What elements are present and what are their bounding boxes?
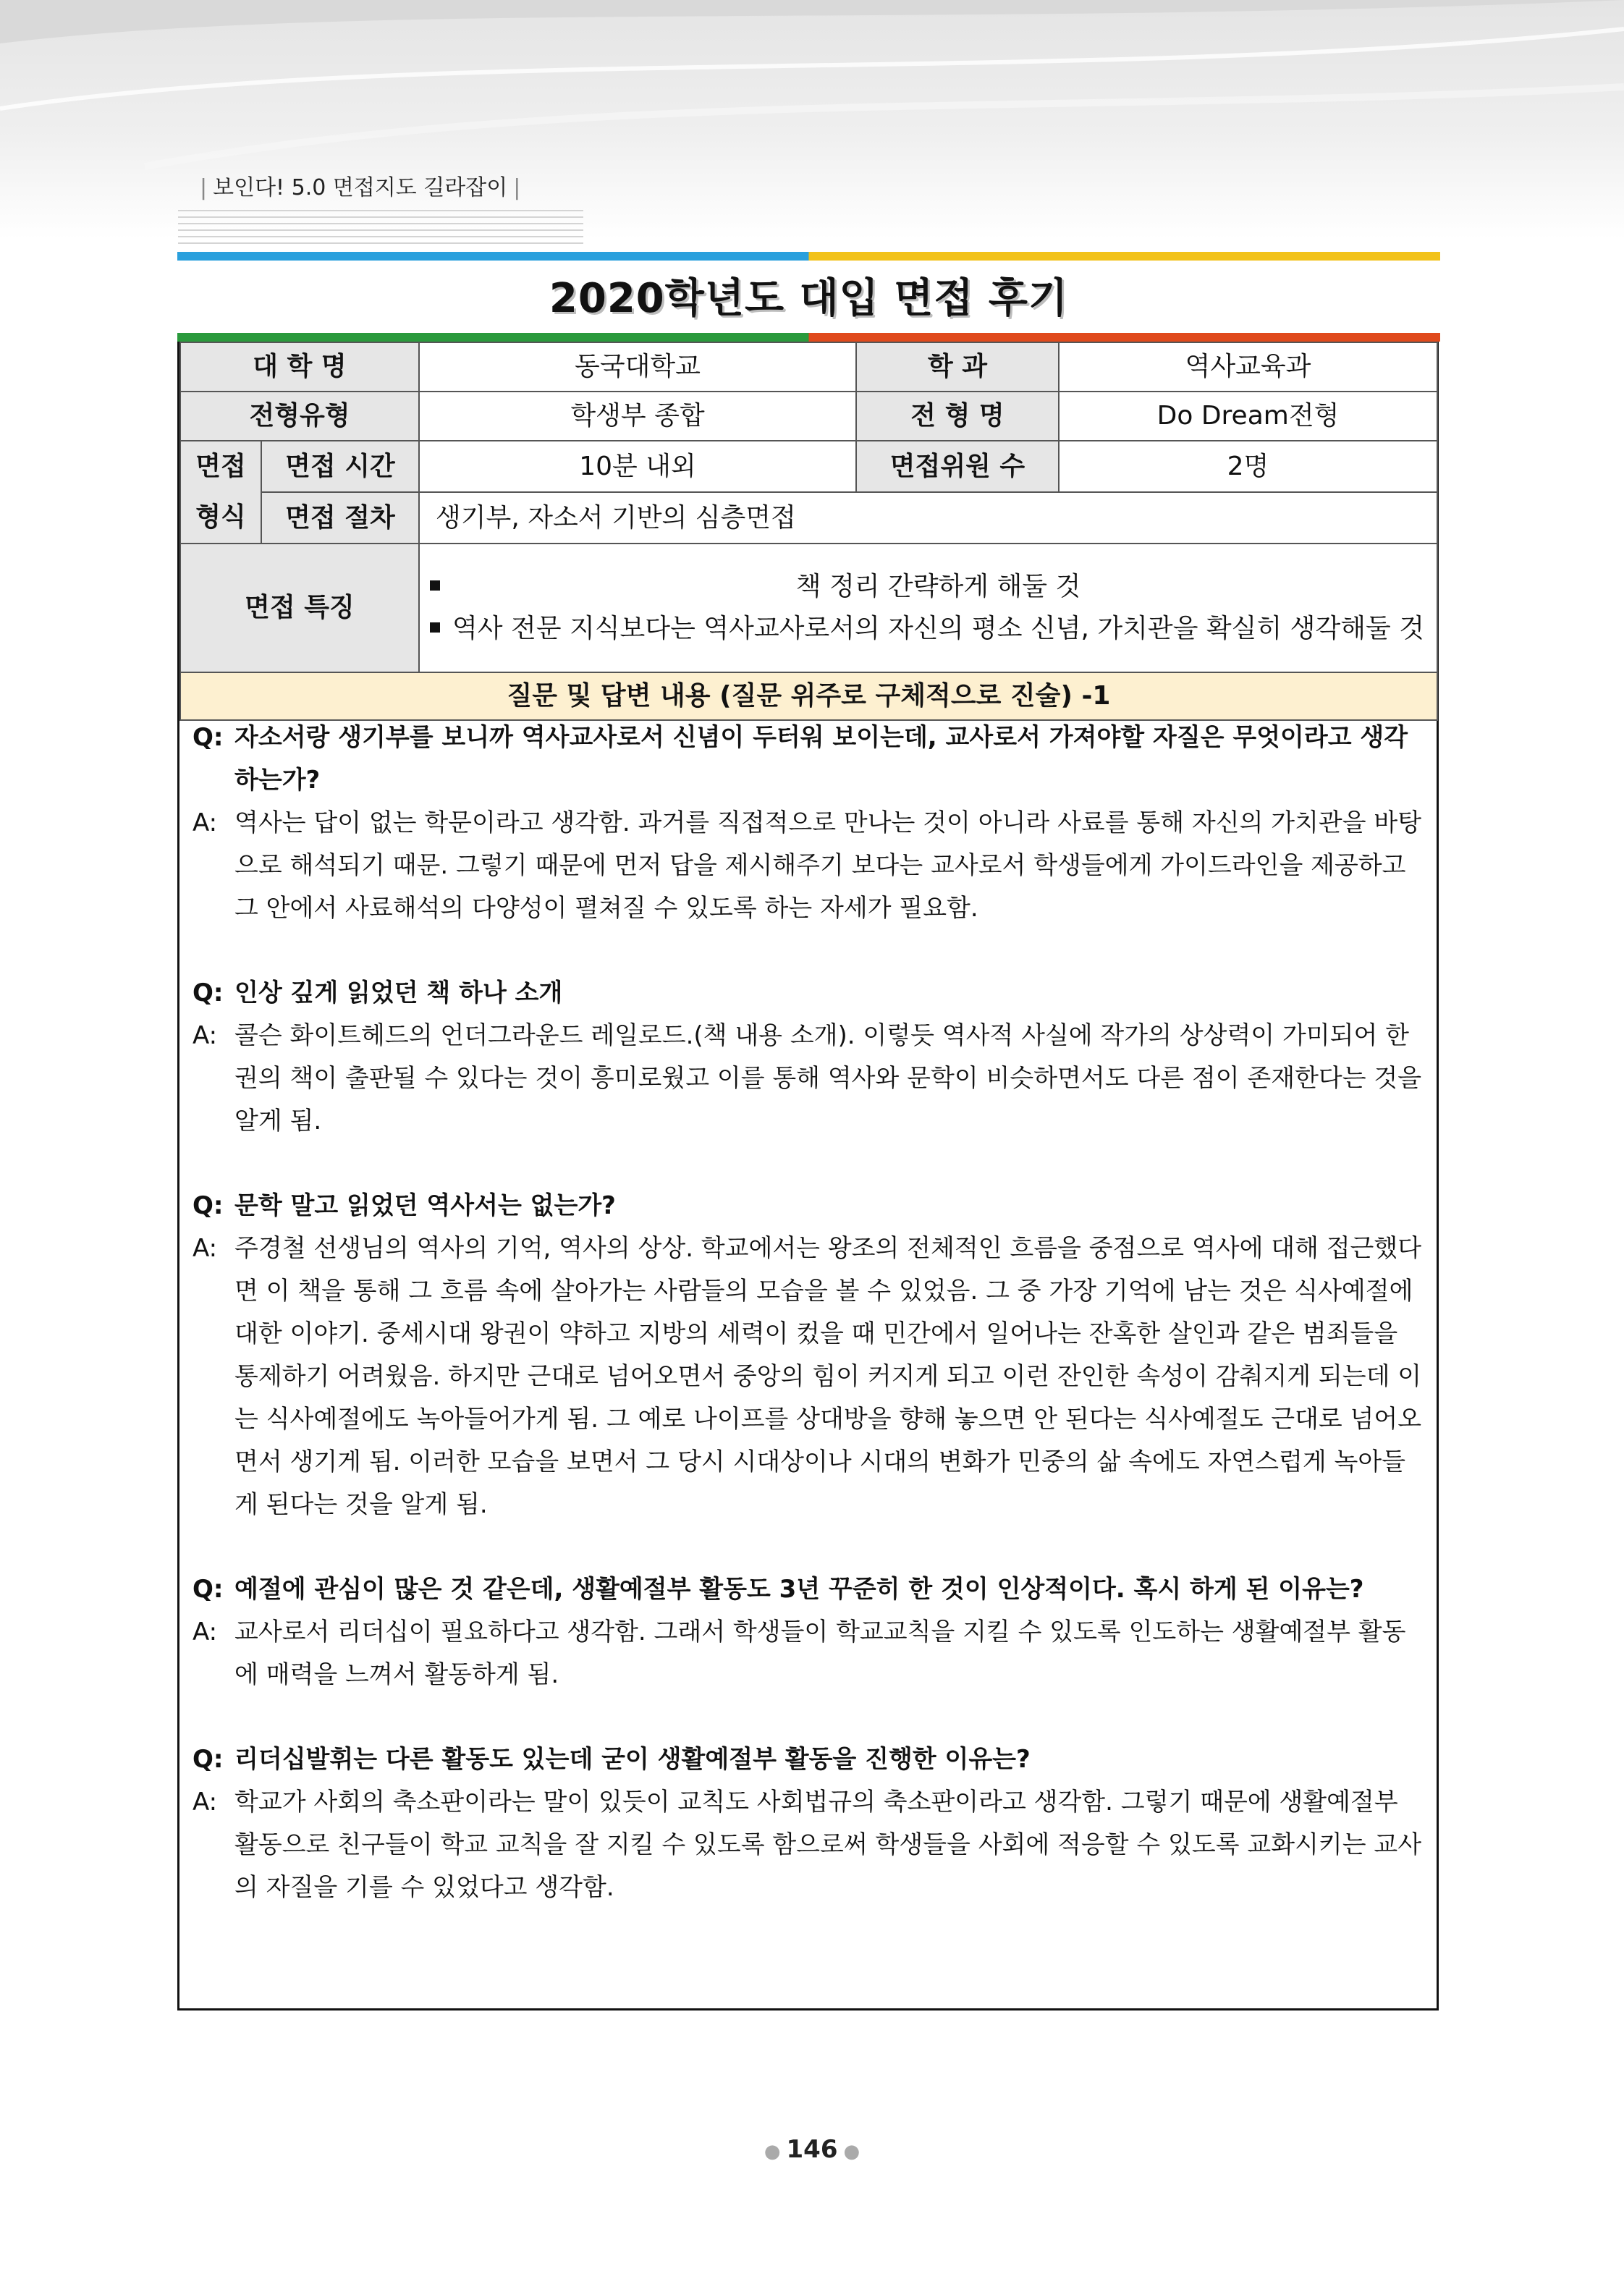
- question: [193, 972, 1426, 1015]
- q-tag: Q:: [193, 1745, 224, 1774]
- question-text: 예절에 관심이 많은 것 같은데, 생활예절부 활동도 3년 꾸준히 한 것이 인상적이다. 혹시 하게 된 이유는?: [234, 1575, 1364, 1604]
- answer-text: 교사로서 리더십이 필요하다고 생각함. 그래서 학생들이 학교교칙을 지킬 수 있도록 인도하는 생활예절부 활동에 매력을 느껴서 활동하게 됨.: [234, 1618, 1406, 1689]
- answer-text: 역사는 답이 없는 학문이라고 생각함. 과거를 직접적으로 만나는 것이 아니라 사료를 통해 자신의 가치관을 바탕으로 해석되기 때문. 그렇기 때문에 먼저 답을 제시해주기 보다는 교사로서 학생들에게 가이드라인을 제공하고 그 안에서 사료해석의 다양성이 펼쳐질 수 있도록 하는 자세가 필요함.: [234, 808, 1422, 923]
- qa-list: [193, 716, 1426, 1951]
- feature-text: 책 정리 간략하게 해둘 것: [795, 572, 1081, 601]
- procedure-value: 생기부, 자소서 기반의 심층면접: [419, 492, 1437, 544]
- running-head-bar-left: |: [200, 175, 208, 200]
- interviewers-value: 2명: [1059, 441, 1437, 492]
- q-tag: Q:: [193, 723, 224, 752]
- answer: [193, 1015, 1426, 1143]
- question: [193, 1568, 1426, 1611]
- interview-info-table: [179, 342, 1438, 721]
- question-text: 문학 말고 읽었던 역사서는 없는가?: [234, 1191, 616, 1220]
- decorative-lines: [178, 210, 583, 246]
- info-row-time: [180, 441, 1437, 492]
- info-row-admission: [180, 392, 1437, 441]
- features-label: 면접 특징: [180, 544, 419, 672]
- header-swoosh-graphic: [0, 0, 1624, 239]
- page-number: [0, 2135, 1624, 2164]
- running-head-text: 보인다! 5.0 면접지도 길라잡이: [213, 175, 508, 200]
- info-row-university: [180, 342, 1437, 392]
- format-label-line2: 형식: [195, 502, 246, 532]
- running-head-bar-right: |: [513, 175, 521, 200]
- question-text: 인상 깊게 읽었던 책 하나 소개: [234, 978, 563, 1007]
- q-tag: Q:: [193, 1575, 224, 1604]
- feature-item: [427, 608, 1425, 650]
- answer-text: 주경철 선생님의 역사의 기억, 역사의 상상. 학교에서는 왕조의 전체적인 흐름을 중점으로 역사에 대해 접근했다면 이 책을 통해 그 흐름 속에 살아가는 사람들의 모습을 볼 수 있었음. 그 중 가장 기억에 남는 것은 식사예절에 대한 이야기. 중세시대 왕권이 약하고 지방의 세력이 컸을 때 민간에서 일어나는 잔혹한 살인과 같은 범죄들을 통제하기 어려웠음. 하지만 근대로 넘어오면서 중앙의 힘이 커지게 되고 이런 잔인한 속성이 감춰지게 되는데 이는 식사예절에도 녹아들어가게 됨. 그 예로 나이프를 상대방을 향해 놓으면 안 된다는 식사예절도 근대로 넘어오면서 생기게 됨. 이러한 모습을 보면서 그 당시 시대상이나 시대의 변화가 민중의 삶 속에도 자연스럽게 녹아들게 된다는 것을 알게 됨.: [234, 1234, 1422, 1519]
- admission-type-label: 전형유형: [180, 392, 419, 441]
- answer: [193, 1611, 1426, 1696]
- feature-text: 역사 전문 지식보다는 역사교사로서의 자신의 평소 신념, 가치관을 확실히 생각해둘 것: [452, 614, 1425, 643]
- answer-text: 콜슨 화이트헤드의 언더그라운드 레일로드.(책 내용 소개). 이렇듯 역사적 사실에 작가의 상상력이 가미되어 한 권의 책이 출판될 수 있다는 것이 흥미로웠고 이를 통해 역사와 문학이 비슷하면서도 다른 점이 존재한다는 것을 알게 됨.: [234, 1021, 1422, 1136]
- q-tag: Q:: [193, 978, 224, 1007]
- title-color-rule: [177, 333, 1440, 342]
- question: [193, 716, 1426, 802]
- qa-heading-row: [180, 672, 1437, 720]
- dot-icon: ●: [764, 2141, 781, 2162]
- running-head: [194, 174, 526, 203]
- admission-name-value: Do Dream전형: [1059, 392, 1437, 441]
- question-text: 자소서랑 생기부를 보니까 역사교사로서 신념이 두터워 보이는데, 교사로서 가져야할 자질은 무엇이라고 생각하는가?: [234, 723, 1408, 795]
- info-row-features: [180, 544, 1437, 672]
- q-tag: Q:: [193, 1191, 224, 1220]
- answer-text: 학교가 사회의 축소판이라는 말이 있듯이 교칙도 사회법규의 축소판이라고 생각함. 그렇기 때문에 생활예절부 활동으로 친구들이 학교 교칙을 잘 지킬 수 있도록 함으로써 학생들을 사회에 적응할 수 있도록 교화시키는 교사의 자질을 기를 수 있었다고 생각함.: [234, 1788, 1422, 1902]
- answer: [193, 802, 1426, 930]
- page-number-text: 146: [786, 2135, 838, 2164]
- time-value: 10분 내외: [419, 441, 856, 492]
- document-title: 2020학년도 대입 면접 후기: [549, 275, 1069, 322]
- department-value: 역사교육과: [1059, 342, 1437, 392]
- university-value: 동국대학교: [419, 342, 856, 392]
- a-tag: A:: [193, 1788, 218, 1817]
- time-label: 면접 시간: [261, 441, 419, 492]
- a-tag: A:: [193, 808, 218, 837]
- qa-heading: 질문 및 답변 내용 (질문 위주로 구체적으로 진술) -1: [180, 672, 1437, 720]
- square-bullet-icon: [430, 580, 440, 591]
- qa-item: [193, 1568, 1426, 1696]
- features-list: [419, 544, 1437, 672]
- question-text: 리더십발휘는 다른 활동도 있는데 굳이 생활예절부 활동을 진행한 이유는?: [234, 1745, 1031, 1774]
- top-color-rule: [177, 252, 1440, 261]
- page-header-background: [0, 0, 1624, 239]
- answer: [193, 1781, 1426, 1909]
- question: [193, 1185, 1426, 1227]
- interviewers-label: 면접위원 수: [856, 441, 1059, 492]
- department-label: 학 과: [856, 342, 1059, 392]
- a-tag: A:: [193, 1021, 218, 1050]
- university-label: 대 학 명: [180, 342, 419, 392]
- qa-item: [193, 1185, 1426, 1526]
- qa-item: [193, 972, 1426, 1143]
- a-tag: A:: [193, 1618, 218, 1646]
- feature-item: [427, 566, 1425, 608]
- a-tag: A:: [193, 1234, 218, 1263]
- admission-name-label: 전 형 명: [856, 392, 1059, 441]
- qa-item: [193, 716, 1426, 930]
- admission-type-value: 학생부 종합: [419, 392, 856, 441]
- answer: [193, 1227, 1426, 1526]
- format-label-line1: 면접: [195, 452, 246, 481]
- format-label: [180, 441, 261, 544]
- dot-icon: ●: [843, 2141, 860, 2162]
- procedure-label: 면접 절차: [261, 492, 419, 544]
- info-row-procedure: [180, 492, 1437, 544]
- question: [193, 1738, 1426, 1781]
- qa-item: [193, 1738, 1426, 1909]
- square-bullet-icon: [430, 622, 440, 633]
